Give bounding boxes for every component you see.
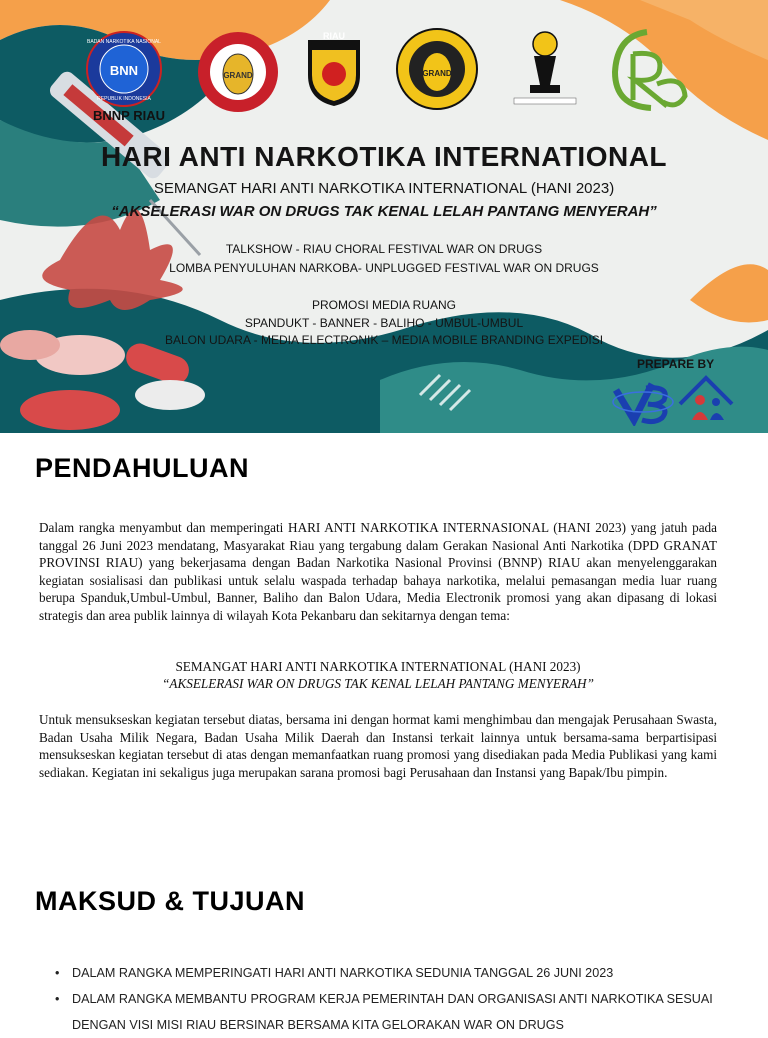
bullet-icon: • bbox=[55, 966, 60, 980]
bullet-icon: • bbox=[55, 992, 60, 1006]
theme-line-2: “AKSELERASI WAR ON DRUGS TAK KENAL LELAH PANTANG MENYERAH” bbox=[162, 676, 594, 691]
pendahuluan-paragraph-2: Untuk mensukseskan kegiatan tersebut diatas, bersama ini dengan hormat kami menghimbau dan mengajak Perusahaan Swasta, Badan Usaha Milik Negara, Badan Usaha Milik Daerah dan Instansi terkait lainnya untuk bersama-sama berpartisipasi mensukseskan kegiatan tersebut di atas dengan memanfaatkan ruang promosi yang disediakan pada Media Publikasi yang kami sediakan. Kegiatan ini sekaligus juga merupakan sarana promosi bagi Perusahaan dan Instansi yang Bapak/Ibu pimpin. bbox=[39, 712, 717, 780]
header-banner bbox=[0, 0, 768, 433]
svg-text:BNN: BNN bbox=[109, 63, 139, 78]
v3-logo bbox=[612, 376, 674, 426]
trophy-logo bbox=[512, 30, 578, 108]
list-item-text: DALAM RANGKA MEMBANTU PROGRAM KERJA PEMERINTAH DAN ORGANISASI ANTI NARKOTIKA SESUAI DENGAN VISI MISI RIAU BERSINAR BERSAMA KITA GELORAKAN WAR ON DRUGS bbox=[72, 992, 713, 1032]
banner-line-balon: BALON UDARA - MEDIA ELECTRONIK – MEDIA MOBILE BRANDING EXPEDISI bbox=[164, 333, 604, 347]
svg-text:GRAND: GRAND bbox=[223, 71, 253, 80]
svg-text:BADAN NARKOTIKA NASIONAL: BADAN NARKOTIKA NASIONAL bbox=[87, 39, 161, 45]
maksud-heading: MAKSUD & TUJUAN bbox=[35, 886, 305, 916]
bnn-caption: BNNP RIAU bbox=[93, 108, 165, 123]
list-item bbox=[55, 960, 755, 986]
banner-theme: “AKSELERASI WAR ON DRUGS TAK KENAL LELAH PANTANG MENYERAH” bbox=[111, 203, 657, 220]
banner-line-promosi: PROMOSI MEDIA RUANG bbox=[311, 298, 457, 312]
banner-line-spanduk: SPANDUKT - BANNER - BALIHO - UMBUL-UMBUL bbox=[244, 316, 524, 330]
theme-line-1: SEMANGAT HARI ANTI NARKOTIKA INTERNATIONAL (HANI 2023) bbox=[175, 659, 581, 674]
banner-line-lomba: LOMBA PENYULUHAN NARKOBA- UNPLUGGED FESTIVAL WAR ON DRUGS bbox=[169, 261, 599, 275]
pendahuluan-paragraph-1: Dalam rangka menyambut dan memperingati HARI ANTI NARKOTIKA INTERNASIONAL (HANI 2023) yang jatuh pada tanggal 26 Juni 2023 mendatang, Masyarakat Riau yang tergabung dalam Gerakan Nasional Anti Narkotika (DPD GRANAT PROVINSI RIAU) yang bekerjasama dengan Badan Narkotika Nasional Provinsi (BNNP) RIAU akan menyelenggarakan kegiatan sosialisasi dan publikasi untuk selalu waspada terhadap bahaya narkotika, melalui pemasangan media luar ruang berupa Spanduk,Umbul-Umbul, Banner, Baliho dan Balon Udara, Media Electronik promosi yang akan dipasang di lokasi strategis dan area publik lainnya di wilayah Kota Pekanbaru dan sekitarnya dengan tema: bbox=[39, 520, 717, 623]
maksud-bullet-list bbox=[55, 960, 755, 1038]
rg-logo bbox=[607, 24, 691, 114]
riau-police-logo bbox=[306, 30, 362, 108]
list-item bbox=[55, 986, 755, 1038]
list-item-text: DALAM RANGKA MEMPERINGATI HARI ANTI NARKOTIKA SEDUNIA TANGGAL 26 JUNI 2023 bbox=[72, 966, 614, 980]
svg-text:REPUBLIK INDONESIA: REPUBLIK INDONESIA bbox=[97, 96, 151, 102]
house-people-logo bbox=[676, 374, 740, 426]
pendahuluan-heading: PENDAHULUAN bbox=[35, 453, 249, 483]
bnn-logo bbox=[85, 30, 163, 108]
svg-text:GRAND: GRAND bbox=[422, 69, 452, 78]
banner-subtitle: SEMANGAT HARI ANTI NARKOTIKA INTERNATIONAL (HANI 2023) bbox=[153, 180, 615, 197]
granat-kota-logo bbox=[396, 28, 478, 110]
banner-line-talkshow: TALKSHOW - RIAU CHORAL FESTIVAL WAR ON DRUGS bbox=[225, 242, 543, 256]
svg-text:RIAU: RIAU bbox=[323, 31, 345, 41]
prepare-by-label: PREPARE BY bbox=[637, 357, 715, 371]
granat-logo bbox=[196, 30, 280, 114]
banner-title: HARI ANTI NARKOTIKA INTERNATIONAL bbox=[100, 141, 668, 172]
